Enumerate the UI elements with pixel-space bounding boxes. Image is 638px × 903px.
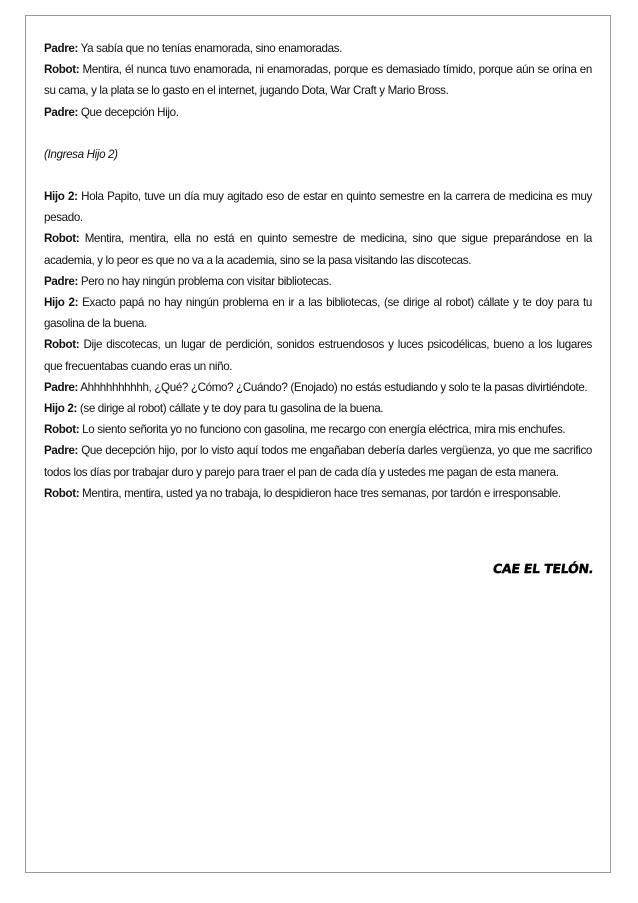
line-text: Que decepción hijo, por lo visto aquí todos me engañaban debería darles vergüenza, yo que me sacrifico todos los días por trabajar duro y parejo para traer el pan de cada día y ustedes me pagan de esta manera. (44, 444, 592, 479)
speaker-name: Robot: (44, 338, 80, 352)
dialogue-block-1 (44, 38, 592, 123)
dialogue-line (44, 483, 592, 504)
line-text: Que decepción Hijo. (77, 105, 179, 119)
dialogue-line (44, 440, 592, 482)
line-text: Mentira, él nunca tuvo enamorada, ni enamoradas, porque es demasiado tímido, porque aún se orina en su cama, y la plata se lo gasto en el internet, jugando Dota, War Craft y Mario Bross. (44, 63, 592, 98)
dialogue-line (44, 102, 592, 123)
speaker-name: Robot: (44, 232, 80, 246)
dialogue-line (44, 38, 592, 59)
dialogue-line (44, 292, 592, 334)
dialogue-line (44, 228, 592, 270)
dialogue-block-2 (44, 186, 592, 504)
speaker-name: Hijo 2: (44, 402, 77, 416)
dialogue-line (44, 271, 592, 292)
line-text: Ahhhhhhhhhh, ¿Qué? ¿Cómo? ¿Cuándo? (Enojado) no estás estudiando y solo te la pasas divirtiéndote. (77, 380, 588, 394)
speaker-name: Robot: (44, 486, 80, 500)
dialogue-line (44, 398, 592, 419)
line-text: Exacto papá no hay ningún problema en ir a las bibliotecas, (se dirige al robot) cállate y te doy para tu gasolina de la buena. (44, 296, 592, 331)
closing-text: CAE EL TELÓN. (491, 561, 595, 576)
speaker-name: Robot: (44, 423, 80, 437)
line-text: Dije discotecas, un lugar de perdición, sonidos estruendosos y luces psicodélicas, bueno a los lugares que frecuentabas cuando eras un niño. (44, 338, 592, 373)
dialogue-line (44, 419, 592, 440)
line-text: (se dirige al robot) cállate y te doy para tu gasolina de la buena. (76, 402, 384, 416)
dialogue-line (44, 377, 592, 398)
speaker-name: Padre: (44, 274, 78, 288)
line-text: Pero no hay ningún problema con visitar bibliotecas. (77, 274, 332, 288)
line-text: Hola Papito, tuve un día muy agitado eso de estar en quinto semestre en la carrera de medicina es muy pesado. (44, 190, 592, 225)
dialogue-line (44, 186, 592, 228)
line-text: Lo siento señorita yo no funciono con gasolina, me recargo con energía eléctrica, mira mis enchufes. (79, 423, 566, 437)
spacer (44, 123, 592, 144)
speaker-name: Hijo 2: (44, 296, 79, 310)
speaker-name: Hijo 2: (44, 190, 78, 204)
line-text: Ya sabía que no tenías enamorada, sino enamoradas. (77, 42, 343, 55)
speaker-name: Padre: (44, 105, 78, 119)
line-text: Mentira, mentira, ella no está en quinto semestre de medicina, sino que sigue preparándose en la academia, y lo peor es que no va a la academia, sino se la pasa visitando las discotecas. (44, 232, 592, 267)
speaker-name: Robot: (44, 63, 80, 77)
speaker-name: Padre: (44, 42, 78, 55)
speaker-name: Padre: (44, 380, 78, 394)
script-body (44, 38, 592, 504)
speaker-name: Padre: (44, 444, 78, 458)
line-text: Mentira, mentira, usted ya no trabaja, lo despidieron hace tres semanas, por tardón e irresponsable. (79, 486, 561, 500)
dialogue-line (44, 59, 592, 101)
stage-direction: (Ingresa Hijo 2) (44, 147, 118, 161)
spacer (44, 165, 592, 186)
dialogue-line (44, 334, 592, 376)
